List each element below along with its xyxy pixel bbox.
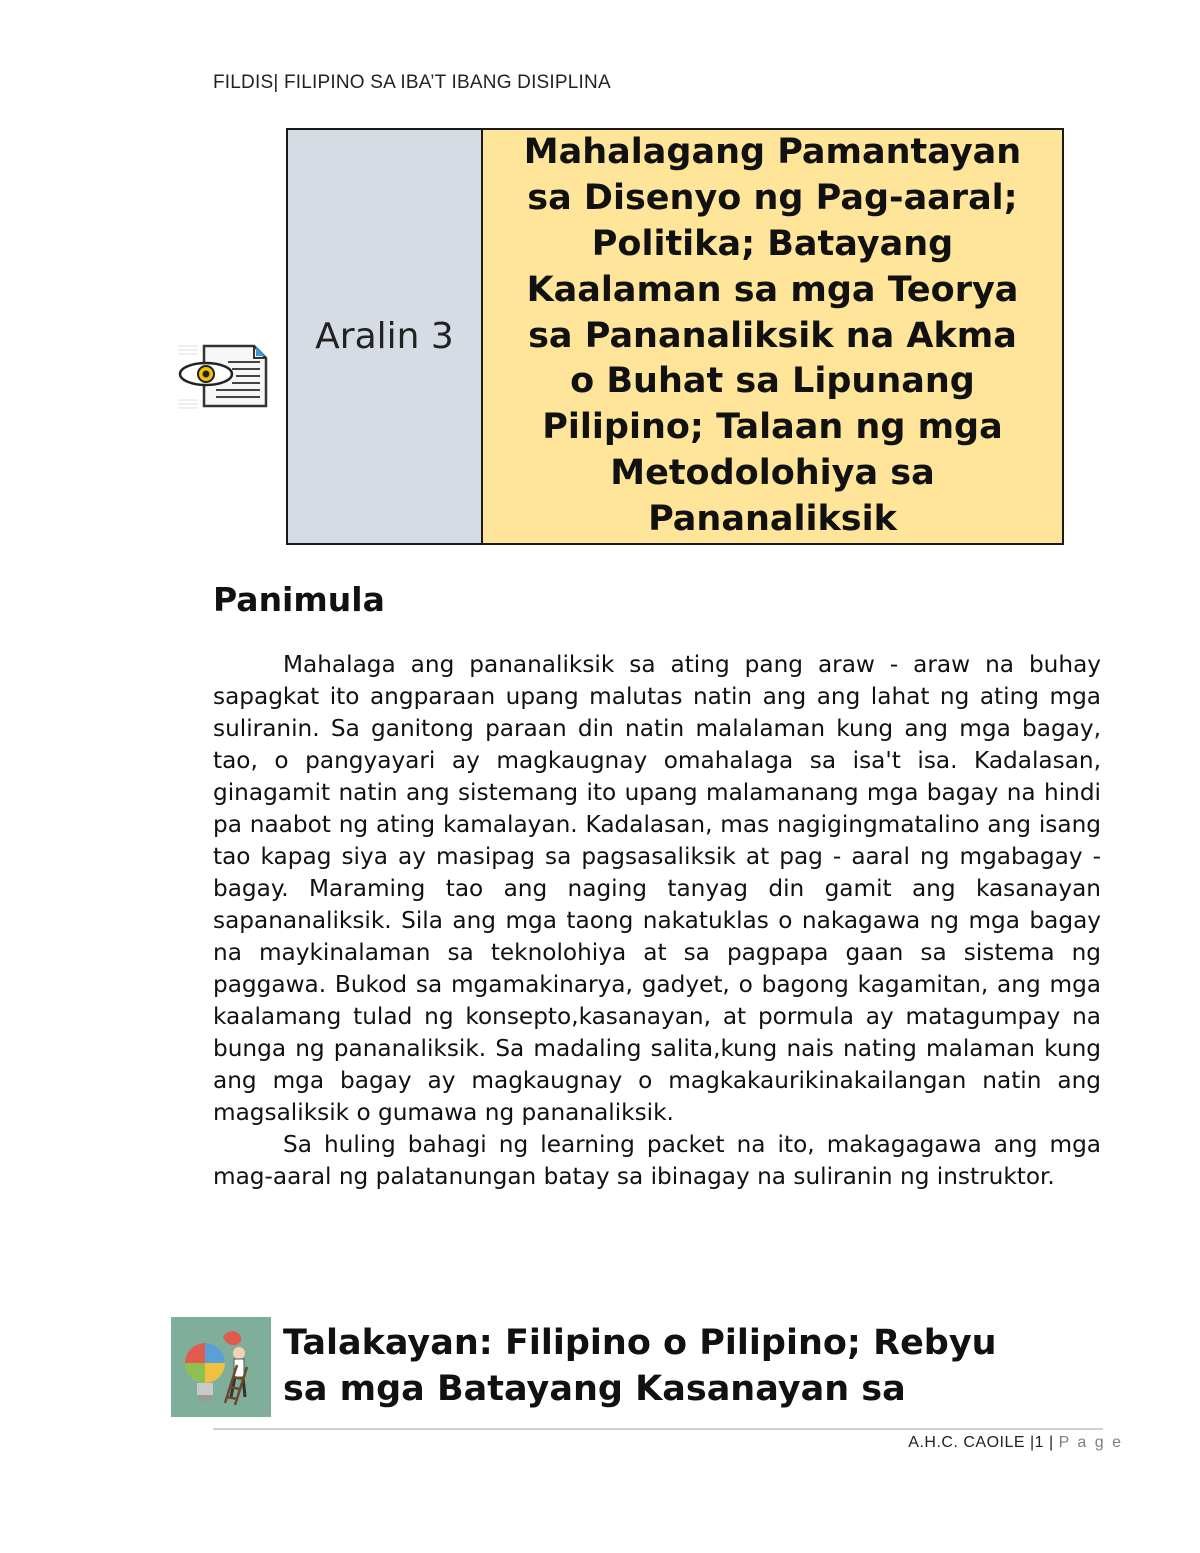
lesson-title-line: Metodolohiya sa [610,452,935,493]
footer-author: A.H.C. CAOILE |1 | [908,1434,1059,1451]
page-footer [908,1434,1123,1452]
lesson-title [524,130,1021,542]
intro-body [213,649,1101,1193]
document-header: FILDIS| FILIPINO SA IBA’T IBANG DISIPLINA [213,72,611,93]
footer-divider [213,1428,1103,1430]
lesson-number: Aralin 3 [315,316,454,357]
lesson-title-line: Kaalaman sa mga Teorya [526,269,1019,310]
lesson-banner [286,128,1064,545]
intro-paragraph: Mahalaga ang pananaliksik sa ating pang araw - araw na buhay sapagkat ito angparaan upang malutas natin ang ang lahat ng ating mga suliranin. Sa ganitong paraan din natin malalaman kung ang mga bagay, tao, o pangyayari ay magkaugnay omahalaga sa isa't isa. Kadalasan, ginagamit natin ang sistemang ito upang malamanang mga bagay na hindi pa naabot ng ating kamalayan. Kadalasan, mas nagigingmatalino ang isang tao kapag siya ay masipag sa pagsasaliksik at pag - aaral ng mgabagay - bagay. Maraming tao ang naging tanyag din gamit ang kasanayan sapananaliksik. Sila ang mga taong nakatuklas o nakagawa ng mga bagay na maykinalaman sa teknolohiya at sa pagpapa gaan sa sistema ng paggawa. Bukod sa mgamakinarya, gadyet, o bagong kagamitan, ang mga kaalamang tulad ng konsepto,kasanayan, at pormula ay matagumpay na bunga ng pananaliksik. Sa madaling salita,kung nais nating malaman kung ang mga bagay ay magkaugnay o magkakaurikinakailangan natin ang magsaliksik o gumawa ng pananaliksik. [213,651,1101,1126]
eye-document-icon [176,340,272,412]
lesson-title-line: sa Disenyo ng Pag-aaral; [527,178,1018,219]
discussion-heading-line: Talakayan: Filipino o Pilipino; Rebyu [283,1323,997,1363]
lesson-title-line: Politika; Batayang [591,224,954,264]
lesson-number-cell [288,130,483,543]
footer-page-label: P a g e [1058,1434,1123,1451]
discussion-heading-line: sa mga Batayang Kasanayan sa [283,1369,906,1409]
discussion-heading [283,1320,1113,1412]
lesson-title-line: o Buhat sa Lipunang [570,361,975,402]
intro-heading: Panimula [213,580,385,619]
intro-paragraph: Sa huling bahagi ng learning packet na ito, makagagawa ang mga mag-aaral ng palatanungan batay sa ibinagay na suliranin ng instruktor. [213,1131,1101,1190]
lesson-title-cell [483,130,1062,543]
lesson-title-line: Mahalagang Pamantayan [523,132,1022,173]
discussion-illustration-icon [171,1317,271,1417]
lesson-title-line: Pananaliksik [648,498,897,539]
lesson-title-line: sa Pananaliksik na Akma [528,315,1017,356]
lesson-title-line: Pilipino; Talaan ng mga [542,407,1003,448]
